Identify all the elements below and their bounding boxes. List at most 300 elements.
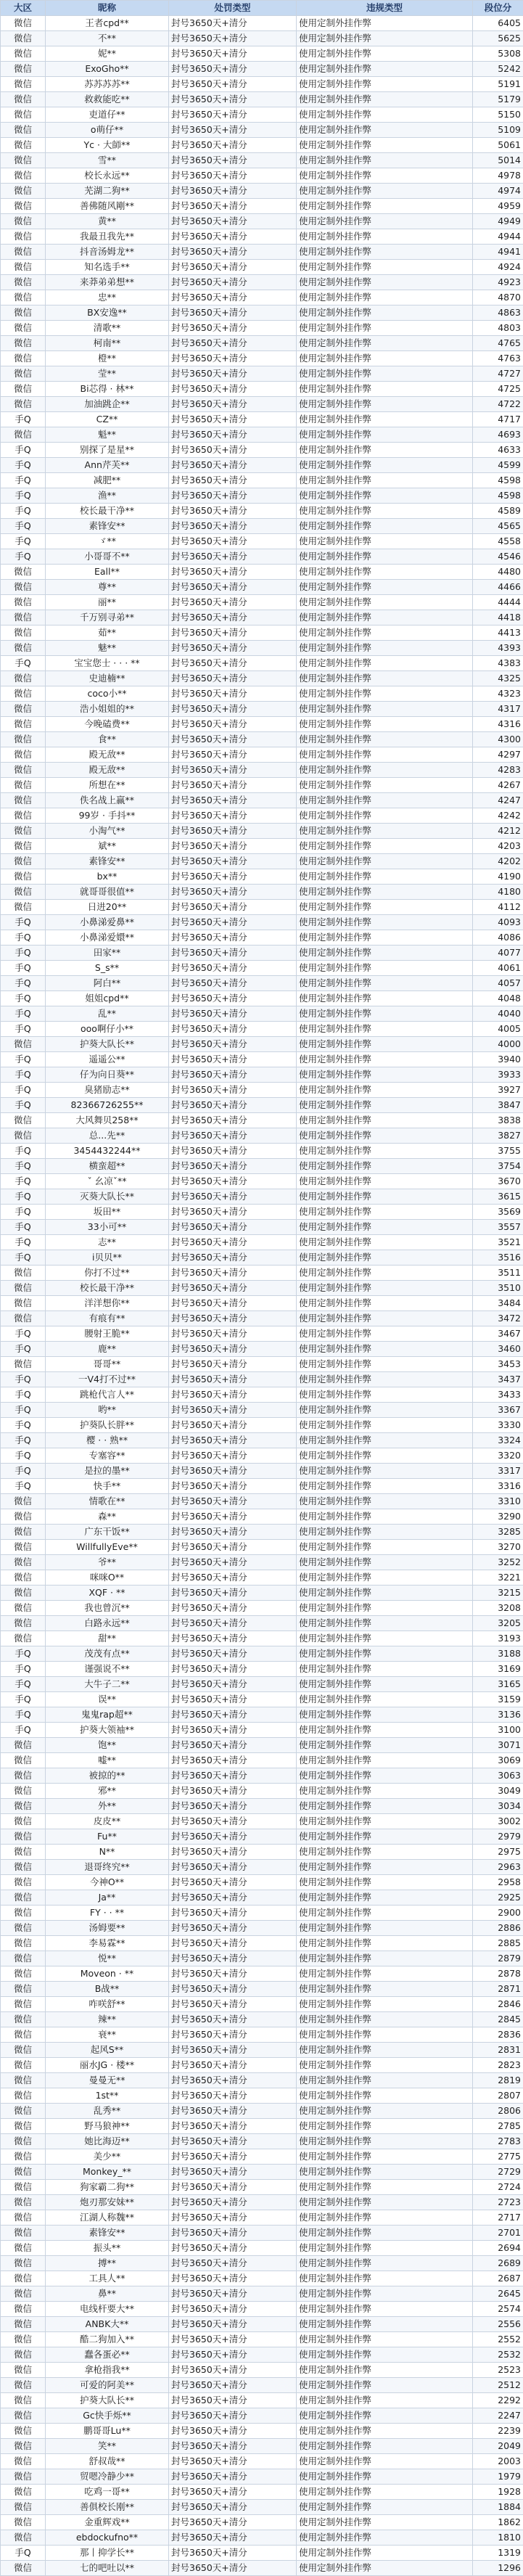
cell-punishment: 封号3650天+清分 [169,1311,297,1326]
table-row [1,62,523,77]
cell-violation: 使用定制外挂作弊 [297,1372,473,1387]
cell-score: 2729 [473,2165,523,2180]
cell-nickname: 尊** [46,580,169,595]
cell-score: 5109 [473,123,523,138]
cell-score: 6405 [473,16,523,31]
cell-violation: 使用定制外挂作弊 [297,2195,473,2210]
cell-nickname: XQF · ** [46,1586,169,1601]
cell-violation: 使用定制外挂作弊 [297,1296,473,1311]
cell-punishment: 封号3650天+清分 [169,2073,297,2088]
cell-score: 4722 [473,397,523,412]
cell-score: 4727 [473,366,523,382]
cell-punishment: 封号3650天+清分 [169,199,297,214]
cell-region: 微信 [1,869,46,885]
cell-region: 微信 [1,2119,46,2134]
cell-region: 微信 [1,763,46,778]
cell-score: 4093 [473,915,523,930]
cell-punishment: 封号3650天+清分 [169,1189,297,1205]
cell-region: 微信 [1,1921,46,1936]
cell-nickname: 被掠的** [46,1768,169,1784]
cell-violation: 使用定制外挂作弊 [297,1631,473,1646]
cell-region: 微信 [1,839,46,854]
table-row [1,1890,523,1906]
cell-punishment: 封号3650天+清分 [169,427,297,443]
cell-score: 4242 [473,808,523,824]
cell-violation: 使用定制外挂作弊 [297,854,473,869]
cell-region: 微信 [1,16,46,31]
cell-violation: 使用定制外挂作弊 [297,1083,473,1098]
table-row [1,1479,523,1494]
table-row [1,2012,523,2027]
cell-punishment: 封号3650天+清分 [169,2408,297,2424]
cell-region: 微信 [1,747,46,763]
cell-nickname: N** [46,1845,169,1860]
table-row [1,443,523,458]
cell-violation: 使用定制外挂作弊 [297,1342,473,1357]
cell-score: 3569 [473,1205,523,1220]
cell-violation: 使用定制外挂作弊 [297,1433,473,1448]
cell-region: 微信 [1,214,46,229]
cell-punishment: 封号3650天+清分 [169,46,297,62]
cell-violation: 使用定制外挂作弊 [297,549,473,565]
cell-score: 3188 [473,1646,523,1662]
cell-nickname: 雪** [46,153,169,168]
table-row [1,184,523,199]
cell-nickname: 笑** [46,2439,169,2454]
cell-nickname: 舒叔哉** [46,2454,169,2469]
cell-punishment: 封号3650天+清分 [169,2149,297,2165]
cell-punishment: 封号3650天+清分 [169,1235,297,1250]
cell-region: 微信 [1,2180,46,2195]
cell-nickname: 一V4打不过** [46,1372,169,1387]
cell-violation: 使用定制外挂作弊 [297,31,473,46]
table-row [1,1083,523,1098]
cell-punishment: 封号3650天+清分 [169,1829,297,1845]
cell-punishment: 封号3650天+清分 [169,1128,297,1144]
table-row [1,686,523,702]
cell-nickname: 灭葵大队长** [46,1189,169,1205]
cell-score: 4000 [473,1037,523,1052]
cell-nickname: 校长最干净** [46,1281,169,1296]
cell-nickname: 丽** [46,595,169,610]
cell-punishment: 封号3650天+清分 [169,1814,297,1829]
cell-region: 手Q [1,1342,46,1357]
cell-punishment: 封号3650天+清分 [169,854,297,869]
cell-score: 2239 [473,2424,523,2439]
cell-violation: 使用定制外挂作弊 [297,2271,473,2286]
cell-violation: 使用定制外挂作弊 [297,1448,473,1464]
cell-nickname: o萌仔** [46,123,169,138]
cell-nickname: BX安逸** [46,305,169,321]
cell-nickname: 大牛子二** [46,1677,169,1692]
cell-violation: 使用定制外挂作弊 [297,229,473,245]
table-row [1,2119,523,2134]
cell-violation: 使用定制外挂作弊 [297,336,473,351]
cell-score: 4546 [473,549,523,565]
cell-region: 微信 [1,382,46,397]
cell-region: 手Q [1,473,46,488]
cell-nickname: 情歌在** [46,1494,169,1509]
cell-punishment: 封号3650天+清分 [169,2469,297,2485]
cell-violation: 使用定制外挂作弊 [297,2485,473,2500]
cell-region: 微信 [1,2058,46,2073]
cell-violation: 使用定制外挂作弊 [297,443,473,458]
table-row [1,1326,523,1342]
cell-punishment: 封号3650天+清分 [169,1387,297,1403]
cell-region: 手Q [1,1479,46,1494]
cell-region: 微信 [1,2378,46,2393]
cell-punishment: 封号3650天+清分 [169,229,297,245]
cell-region: 手Q [1,1250,46,1266]
cell-nickname: 护葵队长胖** [46,1418,169,1433]
cell-score: 3159 [473,1692,523,1707]
cell-nickname: 浩小姐姐的** [46,702,169,717]
cell-score: 4765 [473,336,523,351]
cell-score: 3290 [473,1509,523,1525]
cell-punishment: 封号3650天+清分 [169,1906,297,1921]
cell-punishment: 封号3650天+清分 [169,153,297,168]
cell-region: 微信 [1,2454,46,2469]
table-row [1,1296,523,1311]
cell-violation: 使用定制外挂作弊 [297,641,473,656]
table-row [1,717,523,732]
cell-region: 手Q [1,1189,46,1205]
cell-nickname: 爷** [46,1555,169,1570]
cell-violation: 使用定制外挂作弊 [297,2088,473,2104]
table-row [1,2073,523,2088]
cell-nickname: coco小** [46,686,169,702]
cell-punishment: 封号3650天+清分 [169,1921,297,1936]
cell-region: 手Q [1,1006,46,1022]
cell-score: 3034 [473,1799,523,1814]
cell-score: 3516 [473,1250,523,1266]
cell-punishment: 封号3650天+清分 [169,366,297,382]
cell-region: 微信 [1,1586,46,1601]
cell-violation: 使用定制外挂作弊 [297,2027,473,2043]
cell-score: 3316 [473,1479,523,1494]
cell-violation: 使用定制外挂作弊 [297,625,473,641]
cell-region: 微信 [1,2500,46,2515]
header-punishment: 处罚类型 [169,1,297,16]
cell-violation: 使用定制外挂作弊 [297,1784,473,1799]
cell-nickname: 丽水JG · 楼** [46,2058,169,2073]
table-row [1,2134,523,2149]
cell-score: 4323 [473,686,523,702]
table-row [1,549,523,565]
cell-region: 手Q [1,656,46,671]
table-header [1,1,523,16]
table-row [1,1342,523,1357]
cell-violation: 使用定制外挂作弊 [297,351,473,366]
cell-punishment: 封号3650天+清分 [169,793,297,808]
cell-score: 4418 [473,610,523,625]
cell-punishment: 封号3650天+清分 [169,2210,297,2226]
cell-region: 微信 [1,2088,46,2104]
cell-score: 3252 [473,1555,523,1570]
cell-punishment: 封号3650天+清分 [169,717,297,732]
cell-score: 2645 [473,2286,523,2302]
table-row [1,1250,523,1266]
cell-punishment: 封号3650天+清分 [169,2058,297,2073]
cell-nickname: 田家** [46,946,169,961]
table-row [1,565,523,580]
cell-nickname: 就哥哥很值** [46,885,169,900]
cell-violation: 使用定制外挂作弊 [297,1128,473,1144]
table-row [1,336,523,351]
table-row [1,732,523,747]
cell-region: 微信 [1,321,46,336]
cell-punishment: 封号3650天+清分 [169,1464,297,1479]
cell-score: 4599 [473,458,523,473]
cell-violation: 使用定制外挂作弊 [297,534,473,549]
cell-score: 2701 [473,2226,523,2241]
cell-violation: 使用定制外挂作弊 [297,1555,473,1570]
cell-region: 微信 [1,2561,46,2576]
header-score: 段位分 [473,1,523,16]
table-row [1,382,523,397]
cell-region: 微信 [1,275,46,290]
cell-region: 微信 [1,153,46,168]
cell-score: 3317 [473,1464,523,1479]
header-region: 大区 [1,1,46,16]
cell-region: 微信 [1,778,46,793]
table-row [1,2210,523,2226]
cell-nickname: 吏道仔** [46,107,169,123]
cell-violation: 使用定制外挂作弊 [297,595,473,610]
cell-region: 微信 [1,305,46,321]
table-row [1,1966,523,1982]
cell-nickname: 外** [46,1799,169,1814]
cell-violation: 使用定制外挂作弊 [297,1860,473,1875]
cell-violation: 使用定制外挂作弊 [297,869,473,885]
cell-punishment: 封号3650天+清分 [169,1753,297,1768]
cell-region: 手Q [1,1174,46,1189]
cell-score: 3193 [473,1631,523,1646]
cell-punishment: 封号3650天+清分 [169,534,297,549]
cell-score: 3367 [473,1403,523,1418]
cell-score: 4212 [473,824,523,839]
cell-score: 2900 [473,1906,523,1921]
cell-nickname: 炮刃那安妹** [46,2195,169,2210]
cell-violation: 使用定制外挂作弊 [297,1921,473,1936]
table-row [1,1022,523,1037]
cell-score: 2523 [473,2363,523,2378]
cell-score: 3221 [473,1570,523,1586]
cell-region: 微信 [1,1845,46,1860]
cell-score: 5308 [473,46,523,62]
cell-region: 微信 [1,1601,46,1616]
table-row [1,1113,523,1128]
cell-score: 3330 [473,1418,523,1433]
cell-punishment: 封号3650天+清分 [169,2271,297,2286]
cell-punishment: 封号3650天+清分 [169,2241,297,2256]
cell-punishment: 封号3650天+清分 [169,1982,297,1997]
cell-violation: 使用定制外挂作弊 [297,2241,473,2256]
cell-region: 微信 [1,1266,46,1281]
cell-region: 微信 [1,595,46,610]
cell-violation: 使用定制外挂作弊 [297,1906,473,1921]
cell-nickname: 酷二狗加入** [46,2332,169,2347]
cell-region: 微信 [1,107,46,123]
cell-region: 手Q [1,1692,46,1707]
cell-nickname: 曼曼无** [46,2073,169,2088]
cell-nickname: 抖音汤姆龙** [46,245,169,260]
cell-violation: 使用定制外挂作弊 [297,2058,473,2073]
cell-region: 微信 [1,2134,46,2149]
table-row [1,1753,523,1768]
cell-region: 微信 [1,1966,46,1982]
cell-nickname: Ann芹芙** [46,458,169,473]
cell-violation: 使用定制外挂作弊 [297,2256,473,2271]
cell-nickname: 电线杆要大** [46,2302,169,2317]
cell-region: 微信 [1,1799,46,1814]
cell-violation: 使用定制外挂作弊 [297,656,473,671]
cell-nickname: 哟** [46,1403,169,1418]
cell-score: 3484 [473,1296,523,1311]
cell-score: 5179 [473,92,523,107]
cell-score: 4048 [473,991,523,1006]
table-row [1,397,523,412]
cell-score: 3169 [473,1662,523,1677]
cell-nickname: 茹** [46,625,169,641]
cell-nickname: 皮皮** [46,1814,169,1829]
cell-region: 微信 [1,1753,46,1768]
table-row [1,2439,523,2454]
cell-score: 4112 [473,900,523,915]
cell-score: 3453 [473,1357,523,1372]
cell-punishment: 封号3650天+清分 [169,1037,297,1052]
cell-punishment: 封号3650天+清分 [169,2378,297,2393]
cell-region: 微信 [1,2104,46,2119]
table-row [1,625,523,641]
cell-nickname: 嘘** [46,1753,169,1768]
table-row [1,1509,523,1525]
cell-nickname: 别探了是星** [46,443,169,458]
cell-punishment: 封号3650天+清分 [169,1113,297,1128]
cell-violation: 使用定制外挂作弊 [297,1890,473,1906]
cell-nickname: ExoGho** [46,62,169,77]
cell-score: 4297 [473,747,523,763]
table-row [1,1189,523,1205]
table-row [1,1799,523,1814]
cell-nickname: 我最丑我先** [46,229,169,245]
cell-nickname: 她比海迈** [46,2134,169,2149]
cell-punishment: 封号3650天+清分 [169,732,297,747]
table-row [1,869,523,885]
cell-region: 手Q [1,1144,46,1159]
cell-nickname: 魁** [46,427,169,443]
cell-region: 微信 [1,1540,46,1555]
cell-violation: 使用定制外挂作弊 [297,778,473,793]
cell-nickname: 咋咲舒** [46,1997,169,2012]
cell-nickname: 跳枪代言人** [46,1387,169,1403]
table-row [1,1997,523,2012]
cell-violation: 使用定制外挂作弊 [297,1738,473,1753]
cell-region: 手Q [1,1235,46,1250]
cell-punishment: 封号3650天+清分 [169,778,297,793]
cell-punishment: 封号3650天+清分 [169,214,297,229]
cell-punishment: 封号3650天+清分 [169,2393,297,2408]
cell-score: 3205 [473,1616,523,1631]
table-row [1,2241,523,2256]
cell-region: 微信 [1,245,46,260]
cell-region: 微信 [1,2439,46,2454]
cell-violation: 使用定制外挂作弊 [297,153,473,168]
table-row [1,2271,523,2286]
cell-score: 2885 [473,1936,523,1951]
cell-nickname: 食** [46,732,169,747]
cell-punishment: 封号3650天+清分 [169,2546,297,2561]
cell-violation: 使用定制外挂作弊 [297,1616,473,1631]
cell-score: 5014 [473,153,523,168]
cell-score: 3467 [473,1326,523,1342]
cell-score: 3472 [473,1311,523,1326]
table-row [1,1601,523,1616]
table-row [1,2561,523,2576]
table-row [1,245,523,260]
cell-region: 微信 [1,2485,46,2500]
cell-nickname: 佚名战上赢** [46,793,169,808]
cell-region: 微信 [1,2363,46,2378]
cell-violation: 使用定制外挂作弊 [297,2119,473,2134]
cell-violation: 使用定制外挂作弊 [297,1281,473,1296]
table-row [1,2469,523,2485]
cell-region: 微信 [1,229,46,245]
cell-score: 2717 [473,2210,523,2226]
table-row [1,2165,523,2180]
cell-region: 微信 [1,1738,46,1753]
cell-score: 1296 [473,2561,523,2576]
cell-punishment: 封号3650天+清分 [169,625,297,641]
cell-punishment: 封号3650天+清分 [169,580,297,595]
table-row [1,412,523,427]
cell-nickname: 黄** [46,214,169,229]
table-row [1,46,523,62]
cell-region: 微信 [1,2241,46,2256]
cell-region: 手Q [1,1707,46,1723]
cell-score: 4317 [473,702,523,717]
cell-score: 2775 [473,2149,523,2165]
table-row [1,77,523,92]
cell-score: 4057 [473,976,523,991]
cell-violation: 使用定制外挂作弊 [297,504,473,519]
cell-score: 2807 [473,2088,523,2104]
cell-violation: 使用定制外挂作弊 [297,199,473,214]
cell-punishment: 封号3650天+清分 [169,641,297,656]
cell-punishment: 封号3650天+清分 [169,702,297,717]
cell-punishment: 封号3650天+清分 [169,1159,297,1174]
cell-punishment: 封号3650天+清分 [169,2500,297,2515]
cell-nickname: 快手** [46,1479,169,1494]
cell-punishment: 封号3650天+清分 [169,961,297,976]
table-row [1,1646,523,1662]
cell-region: 微信 [1,717,46,732]
table-row [1,1037,523,1052]
cell-violation: 使用定制外挂作弊 [297,1266,473,1281]
cell-violation: 使用定制外挂作弊 [297,1540,473,1555]
table-row [1,458,523,473]
cell-nickname: 七的吧吐以** [46,2561,169,2576]
table-row [1,1205,523,1220]
table-row [1,1555,523,1570]
cell-score: 3165 [473,1677,523,1692]
cell-score: 1319 [473,2546,523,2561]
cell-punishment: 封号3650天+清分 [169,382,297,397]
cell-punishment: 封号3650天+清分 [169,686,297,702]
cell-score: 3827 [473,1128,523,1144]
cell-punishment: 封号3650天+清分 [169,656,297,671]
cell-punishment: 封号3650天+清分 [169,915,297,930]
